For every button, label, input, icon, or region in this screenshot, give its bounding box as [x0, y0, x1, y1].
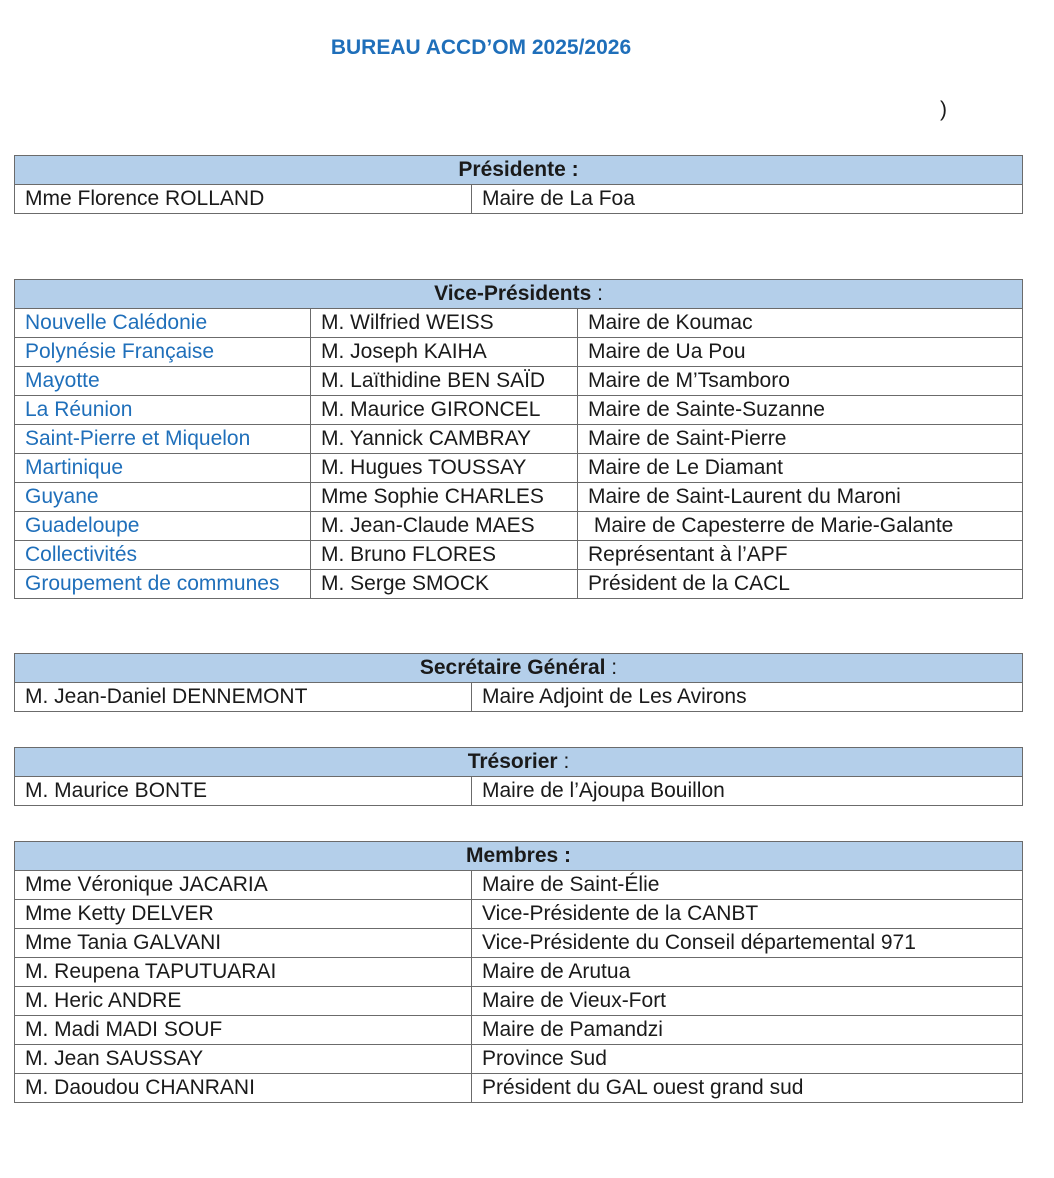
member-name: M. Madi MADI SOUF [15, 1016, 472, 1045]
table-row [15, 185, 1023, 214]
table-row [15, 338, 1023, 367]
table-row [15, 987, 1023, 1016]
territory: Saint-Pierre et Miquelon [15, 425, 311, 454]
member-name: Mme Tania GALVANI [15, 929, 472, 958]
member-name: M. Maurice GIRONCEL [311, 396, 578, 425]
presidente-heading: Présidente : [15, 156, 1023, 185]
document-title: BUREAU ACCD’OM 2025/2026 [330, 36, 632, 59]
member-role: Maire de Sainte-Suzanne [578, 396, 1023, 425]
member-role: Maire de Le Diamant [578, 454, 1023, 483]
secretaire-table [14, 653, 1023, 712]
secretaire-heading: Secrétaire Général : [15, 654, 1023, 683]
member-name: M. Yannick CAMBRAY [311, 425, 578, 454]
territory: Collectivités [15, 541, 311, 570]
territory: Guadeloupe [15, 512, 311, 541]
member-role: Maire de Vieux-Fort [472, 987, 1023, 1016]
member-name: Mme Florence ROLLAND [15, 185, 472, 214]
territory: Nouvelle Calédonie [15, 309, 311, 338]
table-row [15, 871, 1023, 900]
table-row [15, 683, 1023, 712]
member-role: Maire de M’Tsamboro [578, 367, 1023, 396]
member-role: Maire de Capesterre de Marie-Galante [578, 512, 1023, 541]
member-name: M. Serge SMOCK [311, 570, 578, 599]
member-role: Président de la CACL [578, 570, 1023, 599]
member-role: Maire de Koumac [578, 309, 1023, 338]
territory: Polynésie Française [15, 338, 311, 367]
membres-heading: Membres : [15, 842, 1023, 871]
territory: Guyane [15, 483, 311, 512]
table-row [15, 425, 1023, 454]
territory: Groupement de communes [15, 570, 311, 599]
member-role: Maire de Saint-Élie [472, 871, 1023, 900]
table-row [15, 309, 1023, 338]
territory: Mayotte [15, 367, 311, 396]
member-name: M. Laïthidine BEN SAÏD [311, 367, 578, 396]
member-role: Maire de l’Ajoupa Bouillon [472, 777, 1023, 806]
member-name: M. Bruno FLORES [311, 541, 578, 570]
table-row [15, 483, 1023, 512]
table-row [15, 958, 1023, 987]
member-role: Maire de Saint-Laurent du Maroni [578, 483, 1023, 512]
member-name: M. Jean-Daniel DENNEMONT [15, 683, 472, 712]
member-role: Maire de La Foa [472, 185, 1023, 214]
member-name: M. Maurice BONTE [15, 777, 472, 806]
stray-parenthesis: ) [940, 98, 947, 121]
table-row [15, 929, 1023, 958]
member-role: Maire de Arutua [472, 958, 1023, 987]
table-row [15, 367, 1023, 396]
table-row [15, 1074, 1023, 1103]
member-name: Mme Ketty DELVER [15, 900, 472, 929]
member-name: M. Reupena TAPUTUARAI [15, 958, 472, 987]
member-name: M. Wilfried WEISS [311, 309, 578, 338]
member-role: Maire de Ua Pou [578, 338, 1023, 367]
member-role: Maire Adjoint de Les Avirons [472, 683, 1023, 712]
table-row [15, 777, 1023, 806]
member-name: Mme Sophie CHARLES [311, 483, 578, 512]
member-role: Président du GAL ouest grand sud [472, 1074, 1023, 1103]
member-name: M. Jean SAUSSAY [15, 1045, 472, 1074]
member-name: M. Jean-Claude MAES [311, 512, 578, 541]
member-role: Maire de Pamandzi [472, 1016, 1023, 1045]
table-row [15, 512, 1023, 541]
table-row [15, 1045, 1023, 1074]
table-row [15, 454, 1023, 483]
table-row [15, 570, 1023, 599]
member-name: M. Heric ANDRE [15, 987, 472, 1016]
vice-presidents-table [14, 279, 1023, 599]
territory: Martinique [15, 454, 311, 483]
table-row [15, 396, 1023, 425]
member-name: M. Hugues TOUSSAY [311, 454, 578, 483]
member-role: Vice-Présidente de la CANBT [472, 900, 1023, 929]
territory: La Réunion [15, 396, 311, 425]
member-role: Vice-Présidente du Conseil départemental 971 [472, 929, 1023, 958]
tresorier-heading: Trésorier : [15, 748, 1023, 777]
member-name: Mme Véronique JACARIA [15, 871, 472, 900]
table-row [15, 1016, 1023, 1045]
presidente-table [14, 155, 1023, 214]
vice-presidents-heading: Vice-Présidents : [15, 280, 1023, 309]
member-role: Maire de Saint-Pierre [578, 425, 1023, 454]
table-row [15, 900, 1023, 929]
member-name: M. Joseph KAIHA [311, 338, 578, 367]
member-name: M. Daoudou CHANRANI [15, 1074, 472, 1103]
tresorier-table [14, 747, 1023, 806]
member-role: Province Sud [472, 1045, 1023, 1074]
membres-table [14, 841, 1023, 1103]
table-row [15, 541, 1023, 570]
member-role: Représentant à l’APF [578, 541, 1023, 570]
